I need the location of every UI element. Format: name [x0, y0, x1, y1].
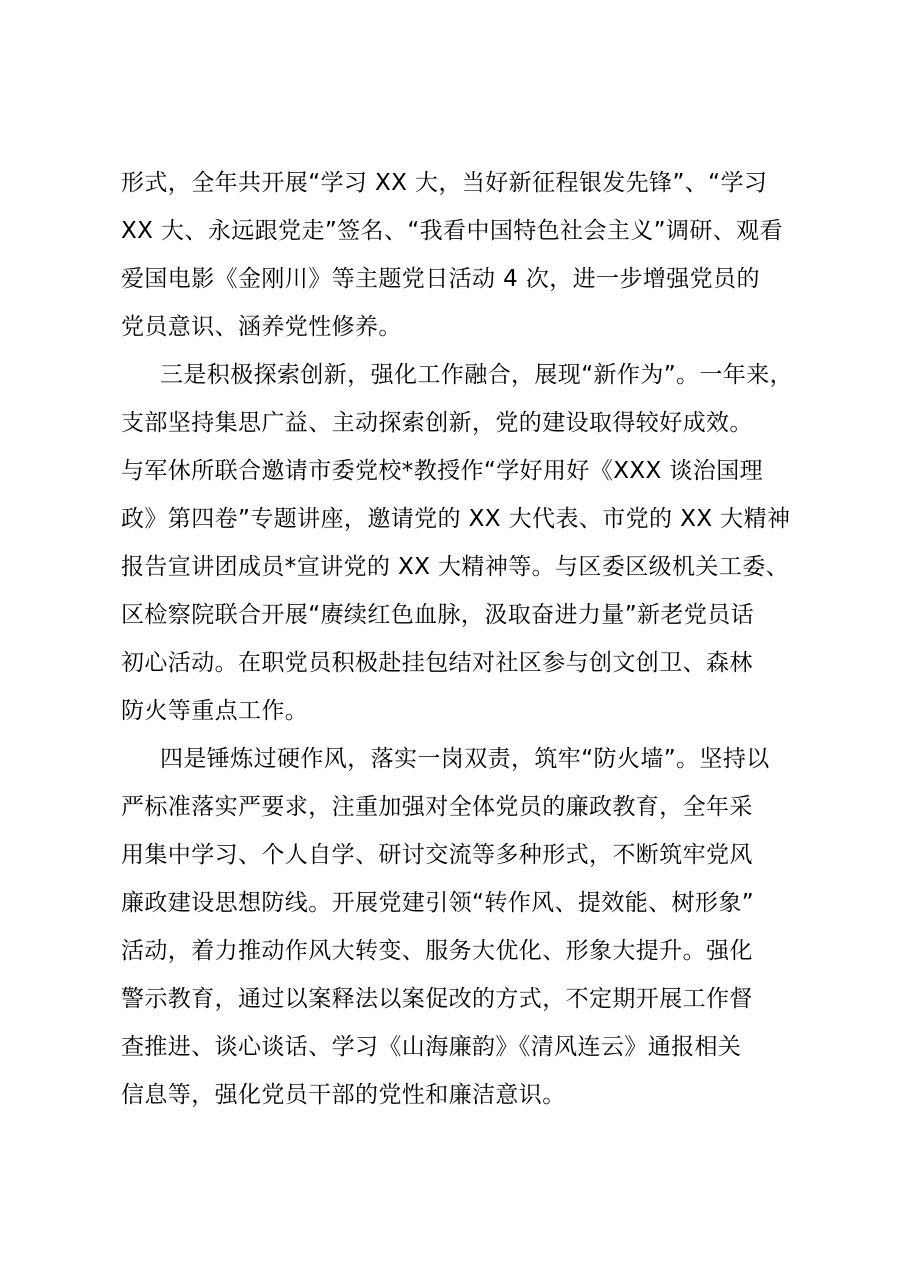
paragraph-2-line-3: 与军休所联合邀请市委党校*教授作“学好用好《XXX 谈治国理: [121, 458, 763, 484]
paragraph-3-line-3: 用集中学习、个人自学、研讨交流等多种形式，不断筑牢党风: [121, 842, 753, 868]
paragraph-2-line-7: 初心活动。在职党员积极赴挂包结对社区参与创文创卫、森林: [121, 650, 753, 676]
paragraph-2-line-1: 三是积极探索创新，强化工作融合，展现“新作为”。一年来，: [160, 362, 794, 388]
paragraph-3-line-4: 廉政建设思想防线。开展党建引领“转作风、提效能、树形象”: [121, 890, 755, 916]
paragraph-3-line-7: 查推进、谈心谈话、学习《山海廉韵》《清风连云》通报相关: [121, 1034, 742, 1060]
paragraph-3-line-1: 四是锤炼过硬作风，落实一岗双责，筑牢“防火墙”。坚持以: [160, 746, 770, 772]
paragraph-1-line-2: XX 大、永远跟党走”签名、“我看中国特色社会主义”调研、观看: [121, 218, 783, 244]
paragraph-2-line-5: 报告宣讲团成员*宣讲党的 XX 大精神等。与区委区级机关工委、: [121, 554, 790, 580]
paragraph-2-line-4: 政》第四卷”专题讲座，邀请党的 XX 大代表、市党的 XX 大精神: [121, 506, 791, 532]
paragraph-3-line-2: 严标准落实严要求，注重加强对全体党员的廉政教育，全年采: [121, 794, 753, 820]
paragraph-3-line-5: 活动，着力推动作风大转变、服务大优化、形象大提升。强化: [121, 938, 753, 964]
paragraph-3-line-8: 信息等，强化党员干部的党性和廉洁意识。: [121, 1082, 566, 1108]
paragraph-2-line-8: 防火等重点工作。: [121, 698, 309, 724]
paragraph-2-line-6: 区检察院联合开展“赓续红色血脉，汲取奋进力量”新老党员话: [121, 602, 755, 628]
paragraph-3-line-6: 警示教育，通过以案释法以案促改的方式，不定期开展工作督: [121, 986, 753, 1012]
paragraph-1-line-4: 党员意识、涵养党性修养。: [121, 314, 402, 340]
paragraph-1-line-3: 爱国电影《金刚川》等主题党日活动 4 次，进一步增强党员的: [121, 266, 760, 292]
paragraph-2-line-2: 支部坚持集思广益、主动探索创新，党的建设取得较好成效。: [121, 410, 753, 436]
paragraph-1-line-1: 形式，全年共开展“学习 XX 大，当好新征程银发先锋”、“学习: [121, 170, 768, 196]
